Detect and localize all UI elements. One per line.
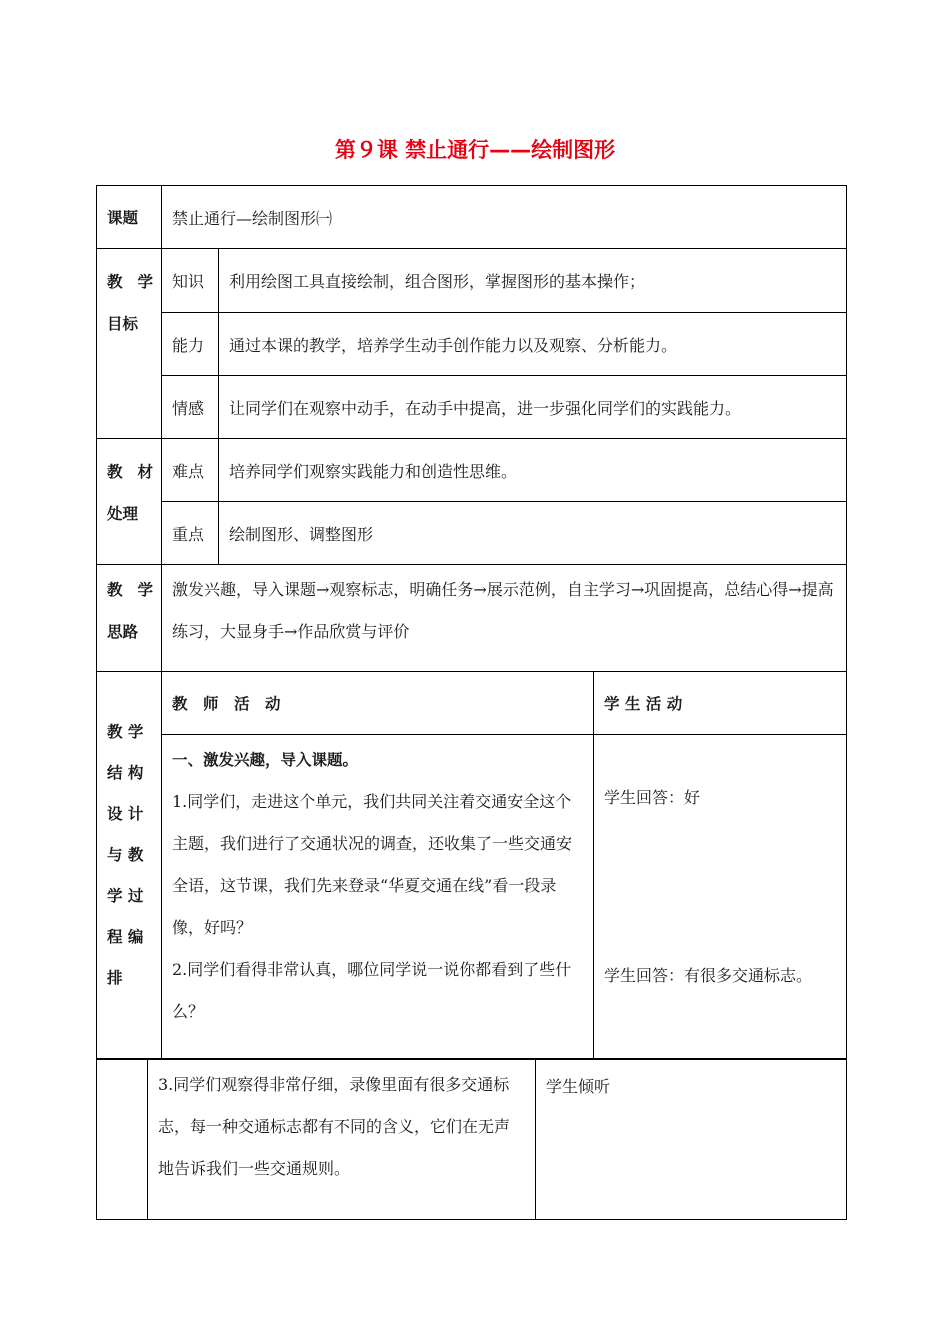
- continuation-blank: [97, 1060, 148, 1220]
- topic-label: 课题: [97, 186, 162, 249]
- section-title: 一、激发兴趣，导入课题。: [172, 751, 359, 769]
- student-answer-1: 学生回答：好: [604, 788, 701, 807]
- goal-emotion-value: 让同学们在观察中动手，在动手中提高，进一步强化同学们的实践能力。: [219, 376, 847, 439]
- goal-emotion-label: 情感: [162, 376, 219, 439]
- topic-value: 禁止通行—绘制图形㈠: [162, 186, 847, 249]
- student-answer-3: 学生倾听: [536, 1060, 847, 1220]
- student-answer-2: 学生回答：有很多交通标志。: [604, 966, 813, 985]
- student-activity-header: 学 生 活 动: [594, 672, 847, 735]
- material-label: 教 材 处理: [97, 439, 162, 565]
- teacher-paragraph-1: 1.同学们，走进这个单元，我们共同关注着交通安全这个主题，我们进行了交通状况的调查，还收集了一些交通安全语，这节课，我们先来登录“华夏交通在线”看一段录像，好吗？: [172, 792, 573, 937]
- page-title: 第９课 禁止通行——绘制图形: [334, 138, 616, 162]
- difficulty-label: 难点: [162, 439, 219, 502]
- goal-ability-label: 能力: [162, 313, 219, 376]
- teacher-paragraph-3: 3.同学们观察得非常仔细，录像里面有很多交通标志，每一种交通标志都有不同的含义，它们在无声地告诉我们一些交通规则。: [148, 1060, 536, 1220]
- goal-knowledge-label: 知识: [162, 249, 219, 313]
- continuation-table: [96, 1059, 847, 1220]
- keypoint-value: 绘制图形、调整图形: [219, 502, 847, 565]
- structure-label: 教 学 结 构 设 计 与 教 学 过 程 编 排: [97, 672, 162, 1059]
- goals-label: 教 学 目标: [97, 249, 162, 439]
- goal-ability-value: 通过本课的教学，培养学生动手创作能力以及观察、分析能力。: [219, 313, 847, 376]
- idea-label: 教 学 思路: [97, 565, 162, 672]
- student-activity-content: [594, 735, 847, 1059]
- keypoint-label: 重点: [162, 502, 219, 565]
- idea-value: 激发兴趣，导入课题→观察标志，明确任务→展示范例，自主学习→巩固提高，总结心得→提高练习，大显身手→作品欣赏与评价: [162, 565, 847, 672]
- goal-knowledge-value: 利用绘图工具直接绘制，组合图形，掌握图形的基本操作；: [219, 249, 847, 313]
- teacher-paragraph-2: 2.同学们看得非常认真，哪位同学说一说你都看到了些什么？: [172, 960, 572, 1021]
- difficulty-value: 培养同学们观察实践能力和创造性思维。: [219, 439, 847, 502]
- lesson-plan-table: [96, 185, 847, 1059]
- teacher-activity-header: 教 师 活 动: [162, 672, 594, 735]
- teacher-activity-content: [162, 735, 594, 1059]
